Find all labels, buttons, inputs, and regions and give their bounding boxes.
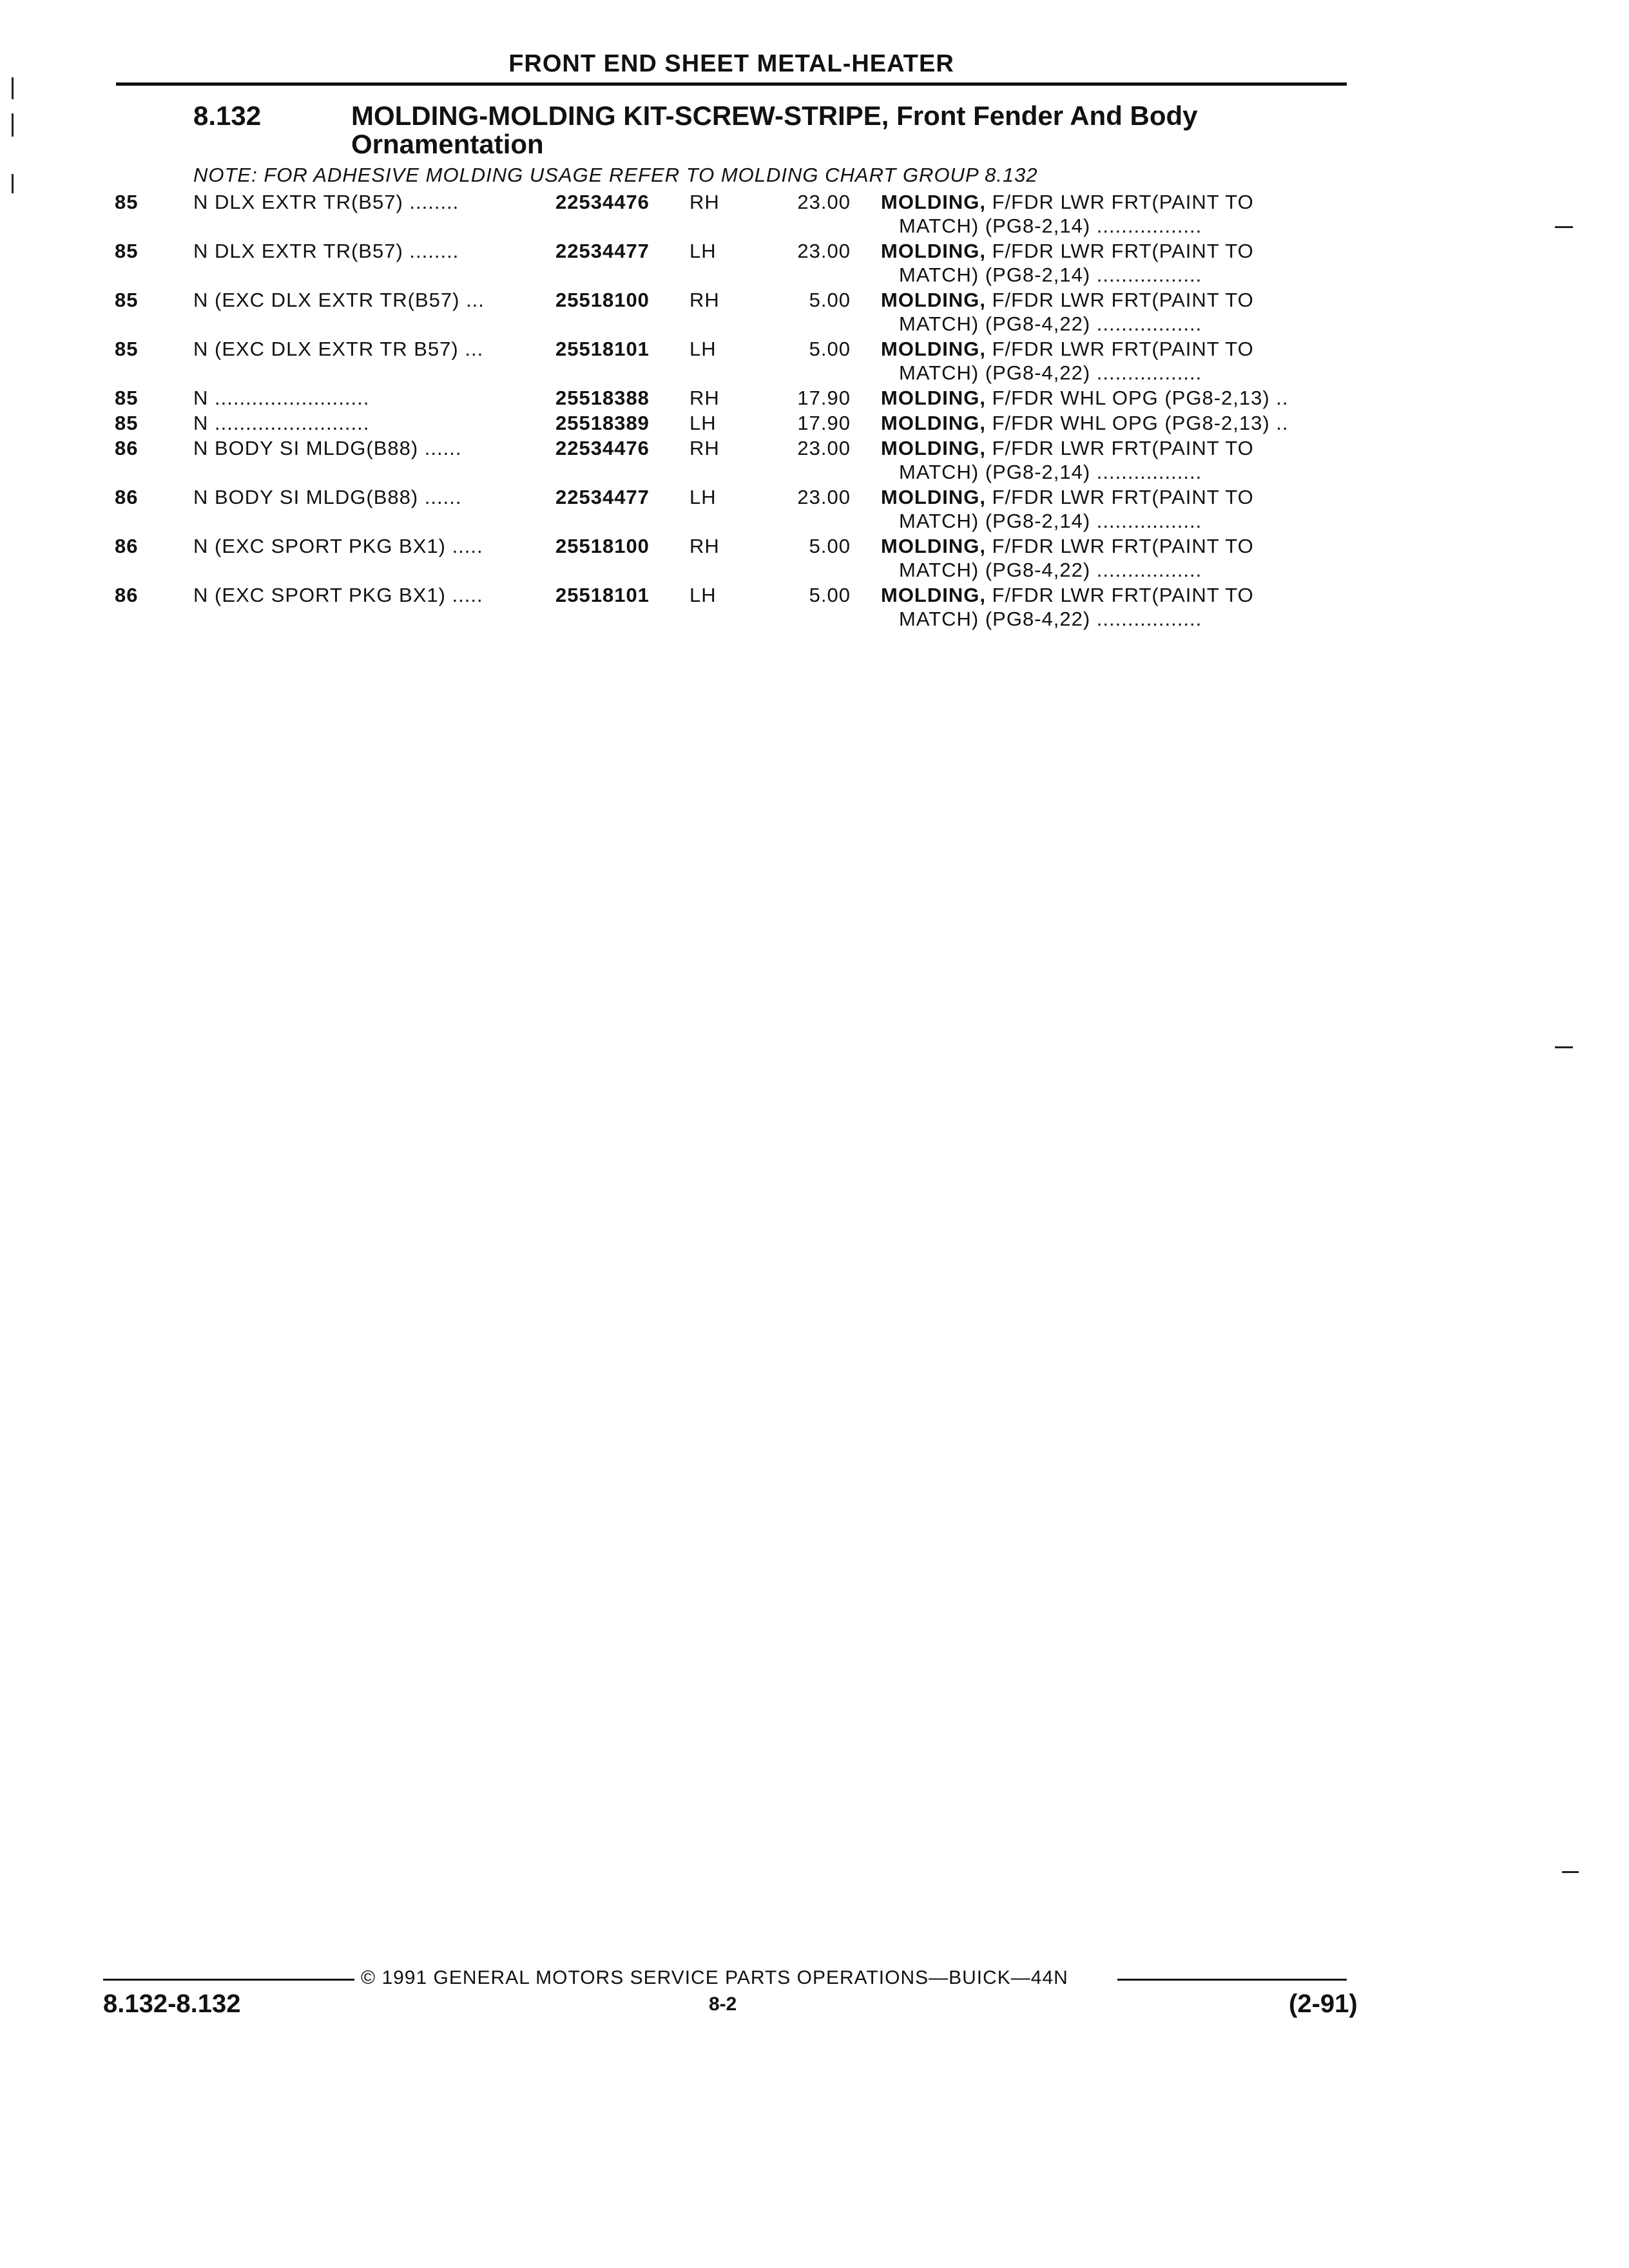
- binding-mark: [12, 113, 14, 137]
- part-number: 22534477: [555, 240, 650, 262]
- part-name: MATCH) (PG8-4,22) .................: [899, 559, 1202, 581]
- side-indicator: LH: [689, 486, 717, 508]
- part-name-text: F/FDR LWR FRT(PAINT TO: [986, 584, 1254, 606]
- part-name-text: F/FDR LWR FRT(PAINT TO: [986, 486, 1254, 508]
- usage-description: N (EXC DLX EXTR TR B57) ...: [193, 338, 484, 360]
- price-value: 23.00: [797, 240, 851, 262]
- part-name-text: F/FDR WHL OPG (PG8-2,13) ..: [986, 387, 1289, 409]
- price-value: 5.00: [809, 338, 851, 360]
- model-year: 85: [115, 387, 139, 409]
- side-indicator: LH: [689, 412, 717, 434]
- footer-rule-left: [103, 1979, 354, 1981]
- price-value: 5.00: [809, 535, 851, 557]
- part-name: MATCH) (PG8-4,22) .................: [899, 361, 1202, 384]
- footer-section-range: 8.132-8.132: [103, 1990, 241, 2018]
- model-year: 85: [115, 412, 139, 434]
- section-number: 8.132: [193, 101, 262, 131]
- footer-page-number: 8-2: [709, 1994, 737, 2015]
- section-note: NOTE: FOR ADHESIVE MOLDING USAGE REFER TO MOLDING CHART GROUP 8.132: [193, 164, 1038, 186]
- part-name-bold: MOLDING,: [881, 387, 986, 409]
- table-row: [0, 387, 1629, 412]
- part-number: 25518101: [555, 584, 650, 606]
- table-row: [0, 584, 1629, 633]
- model-year: 86: [115, 535, 139, 557]
- usage-description: N (EXC SPORT PKG BX1) .....: [193, 584, 483, 606]
- part-name: [881, 338, 1358, 361]
- section-title: [193, 102, 1353, 159]
- side-indicator: LH: [689, 584, 717, 606]
- footer-date-code: (2-91): [1289, 1990, 1358, 2018]
- part-number: 22534476: [555, 437, 650, 459]
- price-value: 5.00: [809, 289, 851, 311]
- table-row: [0, 486, 1629, 535]
- part-name-bold: MOLDING,: [881, 412, 986, 434]
- side-indicator: LH: [689, 338, 717, 360]
- parts-table: [0, 191, 1629, 633]
- part-name-bold: MOLDING,: [881, 240, 986, 262]
- part-number: 25518100: [555, 535, 650, 557]
- part-name-bold: MOLDING,: [881, 289, 986, 311]
- page-header: FRONT END SHEET METAL-HEATER: [508, 50, 954, 77]
- usage-description: N (EXC DLX EXTR TR(B57) ...: [193, 289, 485, 311]
- part-name: MATCH) (PG8-4,22) .................: [899, 608, 1202, 630]
- usage-description: N .........................: [193, 412, 370, 434]
- margin-dash: [1562, 1871, 1579, 1873]
- usage-description: N BODY SI MLDG(B88) ......: [193, 437, 462, 459]
- price-value: 23.00: [797, 437, 851, 459]
- section-heading: MOLDING-MOLDING KIT-SCREW-STRIPE, Front Fender And Body: [351, 101, 1198, 131]
- price-value: 5.00: [809, 584, 851, 606]
- part-name-bold: MOLDING,: [881, 584, 986, 606]
- model-year: 85: [115, 338, 139, 360]
- part-name-text: F/FDR LWR FRT(PAINT TO: [986, 535, 1254, 557]
- part-name: [881, 584, 1358, 607]
- part-name: MATCH) (PG8-2,14) .................: [899, 461, 1202, 483]
- price-value: 17.90: [797, 412, 851, 434]
- margin-dash: [1555, 226, 1573, 228]
- part-name: MATCH) (PG8-2,14) .................: [899, 215, 1202, 237]
- table-row: [0, 437, 1629, 486]
- part-name-bold: MOLDING,: [881, 486, 986, 508]
- part-name-bold: MOLDING,: [881, 535, 986, 557]
- table-row: [0, 412, 1629, 437]
- side-indicator: RH: [689, 437, 720, 459]
- header-rule: [116, 82, 1347, 86]
- part-name: MATCH) (PG8-2,14) .................: [899, 510, 1202, 532]
- part-name: [881, 240, 1358, 263]
- part-name: MATCH) (PG8-4,22) .................: [899, 312, 1202, 335]
- part-number: 25518100: [555, 289, 650, 311]
- usage-description: N BODY SI MLDG(B88) ......: [193, 486, 462, 508]
- usage-description: N .........................: [193, 387, 370, 409]
- table-row: [0, 240, 1629, 289]
- model-year: 85: [115, 240, 139, 262]
- table-row: [0, 535, 1629, 584]
- table-row: [0, 338, 1629, 387]
- part-name: [881, 289, 1358, 312]
- part-number: 25518101: [555, 338, 650, 360]
- part-name-text: F/FDR LWR FRT(PAINT TO: [986, 289, 1254, 311]
- part-name-bold: MOLDING,: [881, 191, 986, 213]
- binding-mark: [12, 174, 14, 193]
- table-row: [0, 289, 1629, 338]
- margin-dash: [1555, 1046, 1573, 1048]
- table-row: [0, 191, 1629, 240]
- model-year: 85: [115, 289, 139, 311]
- side-indicator: RH: [689, 387, 720, 409]
- model-year: 86: [115, 486, 139, 508]
- section-subtitle: Ornamentation: [351, 129, 544, 159]
- side-indicator: RH: [689, 289, 720, 311]
- part-name: [881, 486, 1358, 509]
- usage-description: N DLX EXTR TR(B57) ........: [193, 240, 459, 262]
- part-name: [881, 191, 1358, 214]
- part-name-text: F/FDR LWR FRT(PAINT TO: [986, 437, 1254, 459]
- part-name: [881, 387, 1358, 410]
- footer-rule-right: [1117, 1979, 1347, 1981]
- part-number: 22534477: [555, 486, 650, 508]
- part-name: MATCH) (PG8-2,14) .................: [899, 264, 1202, 286]
- model-year: 85: [115, 191, 139, 213]
- side-indicator: LH: [689, 240, 717, 262]
- part-name-text: F/FDR LWR FRT(PAINT TO: [986, 191, 1254, 213]
- part-name-bold: MOLDING,: [881, 437, 986, 459]
- usage-description: N DLX EXTR TR(B57) ........: [193, 191, 459, 213]
- part-name: [881, 437, 1358, 460]
- part-number: 22534476: [555, 191, 650, 213]
- side-indicator: RH: [689, 535, 720, 557]
- model-year: 86: [115, 437, 139, 459]
- price-value: 23.00: [797, 191, 851, 213]
- part-name: [881, 412, 1358, 435]
- part-name-bold: MOLDING,: [881, 338, 986, 360]
- footer-copyright: © 1991 GENERAL MOTORS SERVICE PARTS OPERATIONS—BUICK—44N: [361, 1967, 1068, 1988]
- part-name: [881, 535, 1358, 558]
- model-year: 86: [115, 584, 139, 606]
- binding-mark: [12, 77, 14, 99]
- part-name-text: F/FDR LWR FRT(PAINT TO: [986, 338, 1254, 360]
- part-name-text: F/FDR WHL OPG (PG8-2,13) ..: [986, 412, 1289, 434]
- part-number: 25518388: [555, 387, 650, 409]
- usage-description: N (EXC SPORT PKG BX1) .....: [193, 535, 483, 557]
- price-value: 23.00: [797, 486, 851, 508]
- part-name-text: F/FDR LWR FRT(PAINT TO: [986, 240, 1254, 262]
- side-indicator: RH: [689, 191, 720, 213]
- price-value: 17.90: [797, 387, 851, 409]
- part-number: 25518389: [555, 412, 650, 434]
